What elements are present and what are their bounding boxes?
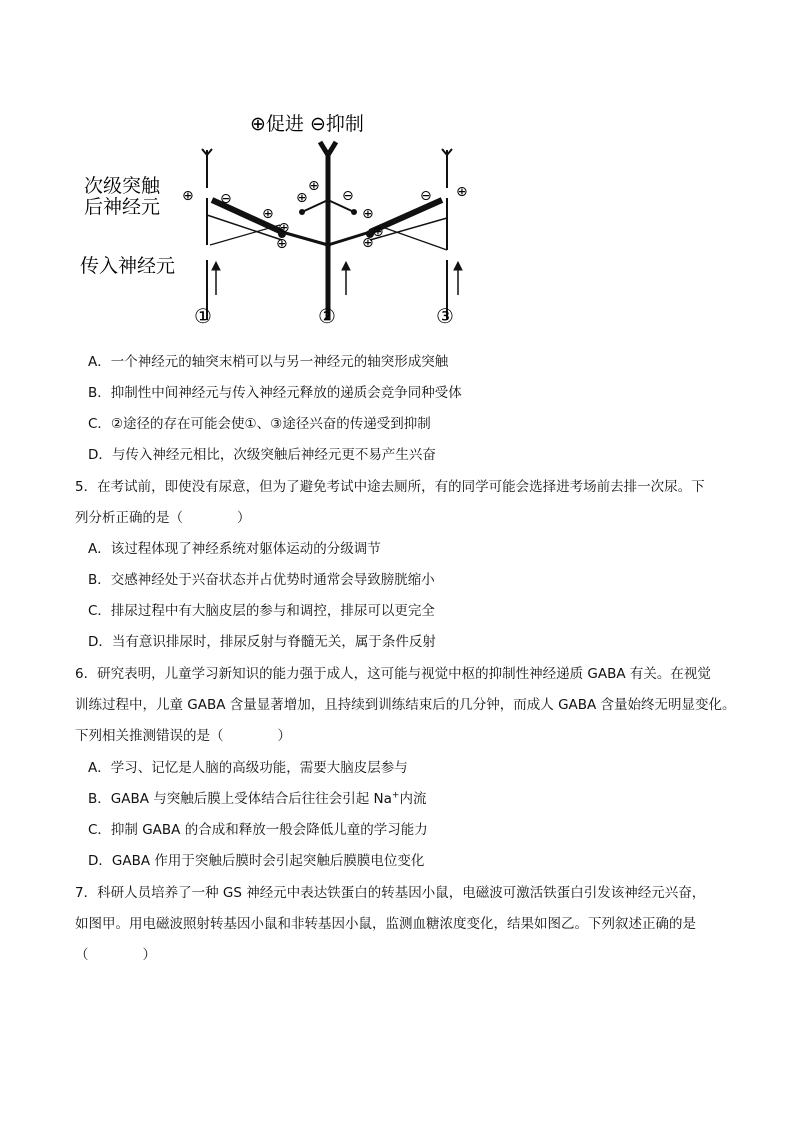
q5-option-a: A．该过程体现了神经系统对躯体运动的分级调节 [88, 541, 381, 557]
q7-stem-line3: （ ） [75, 947, 156, 963]
pathway-2-label: ② [318, 304, 336, 328]
q5-option-c: C．排尿过程中有大脑皮层的参与和调控，排尿可以更完全 [88, 603, 435, 619]
left-secondary-neuron [202, 149, 282, 320]
q4-option-d: D．与传入神经元相比，次级突触后神经元更不易产生兴奋 [88, 447, 436, 463]
plus-icon: ⊕ [456, 184, 468, 200]
input-arrows [212, 262, 462, 295]
q6-option-b-sup: + [391, 790, 400, 801]
neuron-diagram [70, 100, 490, 335]
q6-stem-line2: 训练过程中，儿童 GABA 含量显著增加，且持续到训练结束后的几分钟，而成人 GABA 含量始终无明显变化。 [75, 697, 736, 713]
q5-stem-line2: 列分析正确的是（ ） [75, 510, 251, 526]
q4-option-a: A．一个神经元的轴突末梢可以与另一神经元的轴突形成突触 [88, 354, 449, 370]
q7-stem [75, 878, 735, 971]
q6-option-b-tail: 内流 [399, 791, 427, 807]
plus-icon: ⊕ [262, 206, 274, 222]
q7-stem-line1: 7．科研人员培养了一种 GS 神经元中表达铁蛋白的转基因小鼠，电磁波可激活铁蛋白引发该神经元兴奋， [75, 885, 706, 901]
legend-text: ⊕促进 ⊖抑制 [250, 113, 364, 135]
q6-stem-line3: 下列相关推测错误的是（ ） [75, 728, 291, 744]
central-neuron [282, 142, 370, 320]
q6-option-d: D．GABA 作用于突触后膜时会引起突触后膜膜电位变化 [88, 853, 425, 869]
q6-option-a: A．学习、记忆是人脑的高级功能，需要大脑皮层参与 [88, 760, 408, 776]
q5-stem [75, 472, 735, 534]
plus-icon: ⊕ [296, 190, 308, 206]
plus-icon: ⊕ [362, 235, 374, 251]
minus-icon: ⊖ [220, 191, 232, 207]
plus-icon: ⊕ [278, 220, 290, 236]
plus-icon: ⊕ [182, 188, 194, 204]
plus-icon: ⊕ [362, 206, 374, 222]
minus-icon: ⊖ [342, 188, 354, 204]
pathway-3-label: ③ [436, 304, 454, 328]
q5-option-b: B．交感神经处于兴奋状态并占优势时通常会导致膀胱缩小 [88, 572, 435, 588]
q6-stem-line1: 6．研究表明，儿童学习新知识的能力强于成人，这可能与视觉中枢的抑制性神经递质 GABA 有关。在视觉 [75, 666, 711, 682]
q5-stem-line1: 5．在考试前，即使没有尿意，但为了避免考试中途去厕所，有的同学可能会选择进考场前去排一次尿。下 [75, 479, 705, 495]
plus-icon: ⊕ [372, 224, 384, 240]
q6-option-c: C．抑制 GABA 的合成和释放一般会降低儿童的学习能力 [88, 822, 428, 838]
q7-stem-line2: 如图甲。用电磁波照射转基因小鼠和非转基因小鼠，监测血糖浓度变化，结果如图乙。下列叙述正确的是 [75, 916, 696, 932]
label-secondary-line1: 次级突触 [84, 175, 161, 197]
q4-option-b: B．抑制性中间神经元与传入神经元释放的递质会竞争同种受体 [88, 385, 462, 401]
pathway-1-label: ① [194, 304, 212, 328]
q6-option-b [88, 790, 426, 808]
label-secondary-line2: 后神经元 [84, 196, 161, 218]
q5-option-d: D．当有意识排尿时，排尿反射与脊髓无关，属于条件反射 [88, 634, 436, 650]
plus-icon: ⊕ [308, 178, 320, 194]
label-afferent: 传入神经元 [80, 255, 176, 277]
q6-option-b-text: B．GABA 与突触后膜上受体结合后往往会引起 Na [88, 791, 392, 807]
neuron-diagram-svg [70, 100, 490, 335]
q4-option-c: C．②途径的存在可能会使①、③途径兴奋的传递受到抑制 [88, 416, 431, 432]
q6-stem [75, 659, 735, 752]
plus-icon: ⊕ [276, 236, 288, 252]
minus-icon: ⊖ [420, 188, 432, 204]
